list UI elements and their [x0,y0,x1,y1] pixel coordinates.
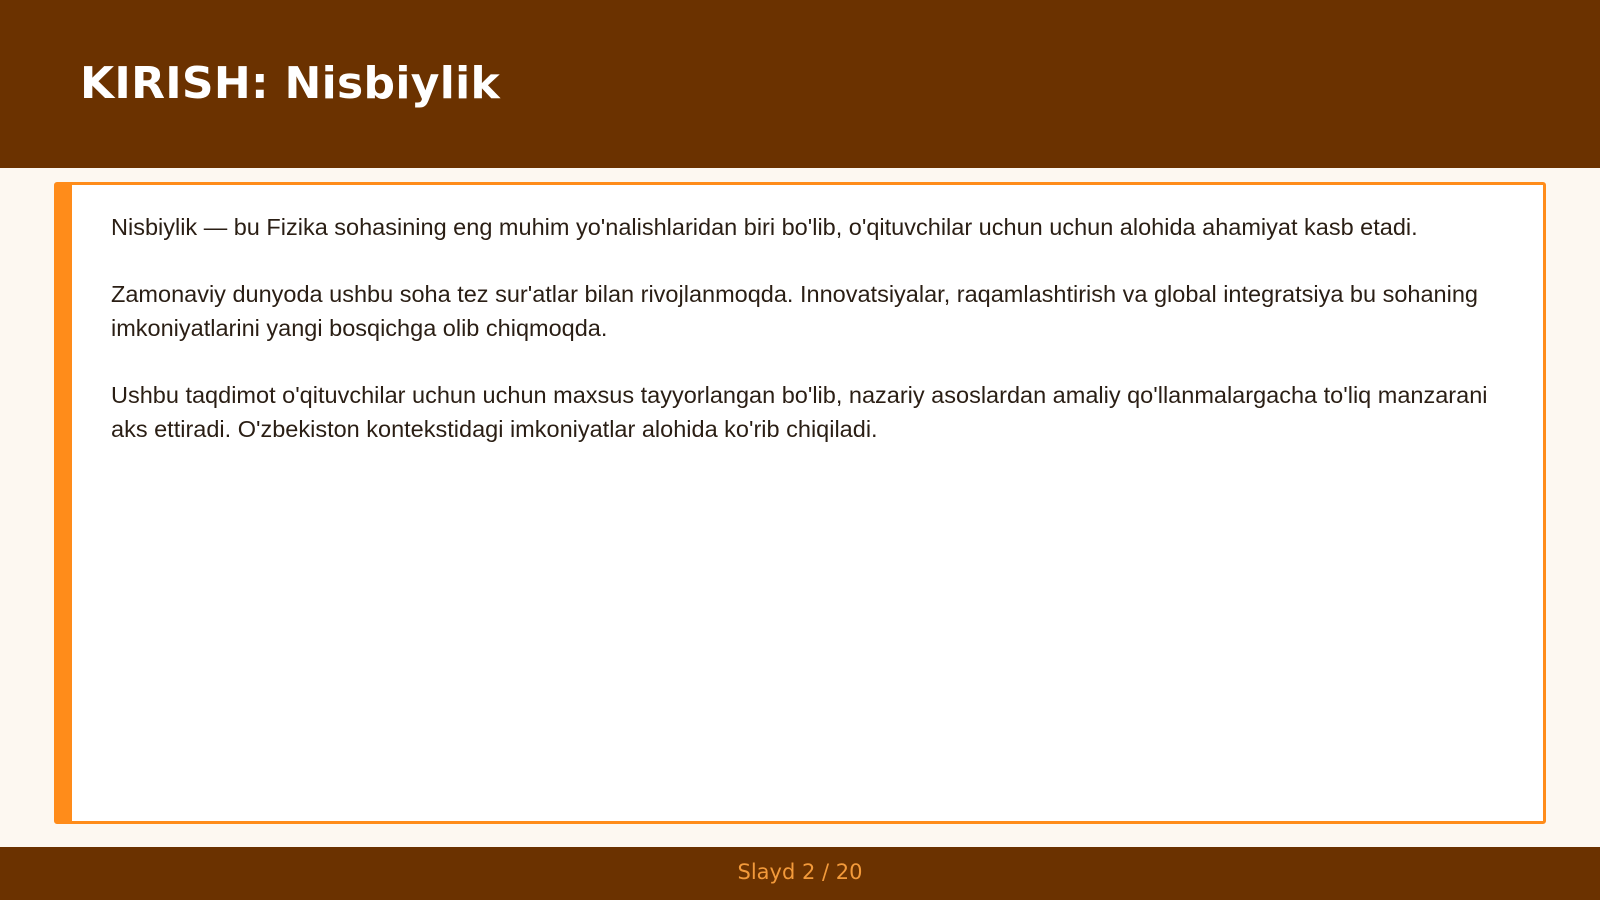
slide-title: KIRISH: Nisbiylik [80,58,501,109]
slide-header [0,0,1600,168]
paragraph-list [111,210,1511,479]
slide-counter: Slayd 2 / 20 [737,860,863,884]
paragraph-1: Nisbiylik — bu Fizika sohasining eng muhim yo'nalishlaridan biri bo'lib, o'qituvchilar uchun uchun alohida ahamiyat kasb etadi. [111,214,1418,240]
paragraph-2: Zamonaviy dunyoda ushbu soha tez sur'atlar bilan rivojlanmoqda. Innovatsiyalar, raqamlashtirish va global integratsiya bu sohaning imkoniyatlarini yangi bosqichga olib chiqmoqda. [111,281,1478,341]
slide-footer [0,847,1600,900]
paragraph-3: Ushbu taqdimot o'qituvchilar uchun uchun maxsus tayyorlangan bo'lib, nazariy asoslardan amaliy qo'llanmalargacha to'liq manzarani aks ettiradi. O'zbekiston kontekstidagi imkoniyatlar alohida ko'rib chiqiladi. [111,382,1488,442]
content-card [54,182,1546,824]
